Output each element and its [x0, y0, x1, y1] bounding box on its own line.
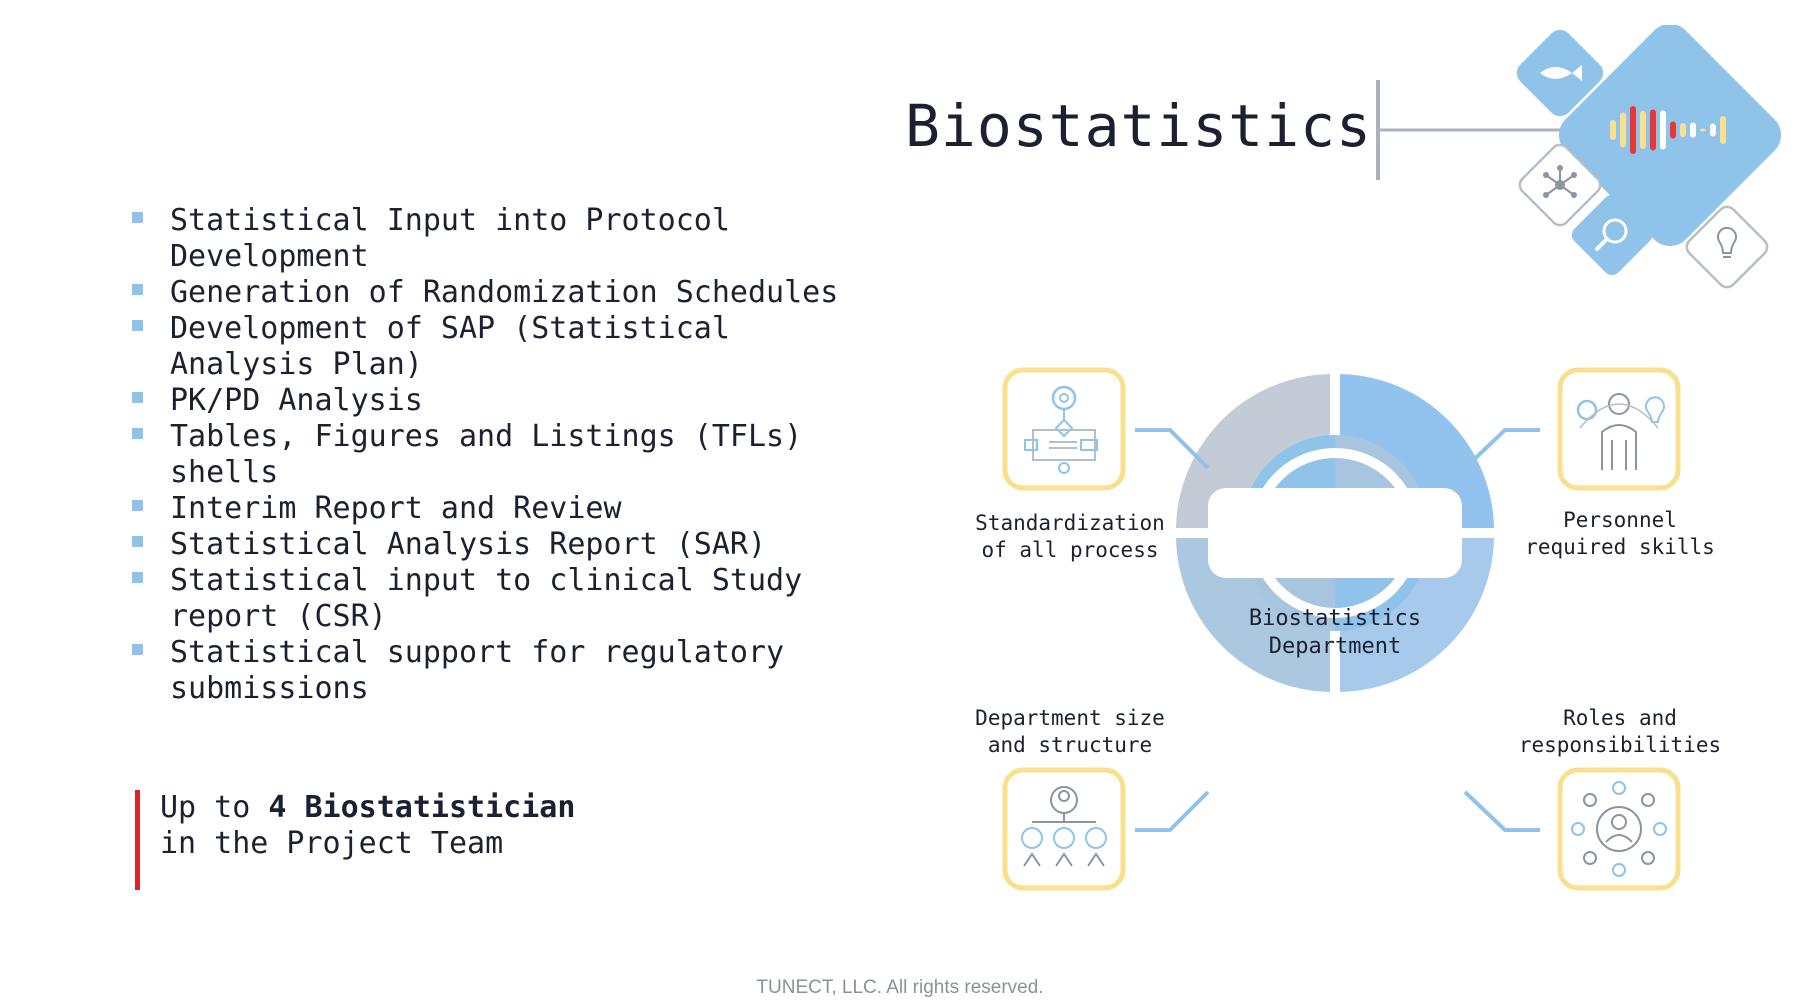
bullet-square-icon	[132, 536, 143, 547]
list-item	[130, 635, 890, 707]
bullet-square-icon	[132, 284, 143, 295]
list-item-text: Statistical Analysis Report (SAR)	[170, 527, 767, 562]
deco-bar	[1700, 129, 1706, 132]
callout-prefix: Up to	[160, 790, 269, 825]
list-item	[130, 491, 890, 527]
center-label-line-2: Department	[1268, 634, 1402, 659]
label-line: Department size	[975, 706, 1165, 730]
person-skills-icon	[1560, 370, 1678, 488]
deco-bar	[1610, 120, 1616, 140]
deco-bar	[1680, 123, 1686, 137]
bullet-square-icon	[132, 428, 143, 439]
deco-bar	[1650, 110, 1656, 151]
label-standardization	[945, 510, 1195, 564]
label-line: Roles and	[1563, 706, 1677, 730]
bullet-square-icon	[132, 644, 143, 655]
list-item-text: Statistical Input into Protocol Development	[170, 203, 730, 274]
bullet-square-icon	[132, 320, 143, 331]
callout-role: Biostatistician	[304, 790, 576, 825]
deco-bar	[1660, 111, 1666, 150]
list-item-text: Generation of Randomization Schedules	[170, 275, 839, 310]
list-item-text: PK/PD Analysis	[170, 383, 423, 418]
list-item-text: Development of SAP (Statistical Analysis Plan)	[170, 311, 730, 382]
label-roles	[1490, 705, 1750, 759]
network-person-icon	[1560, 770, 1678, 888]
label-personnel	[1495, 507, 1745, 561]
callout-line-1	[160, 790, 575, 826]
list-item	[130, 563, 890, 635]
center-label-box	[1208, 488, 1462, 578]
bullet-square-icon	[132, 392, 143, 403]
center-label	[1215, 605, 1455, 661]
bullet-square-icon	[132, 500, 143, 511]
label-department-size	[945, 705, 1195, 759]
deco-bar	[1630, 106, 1636, 154]
callout-line-2: in the Project Team	[160, 826, 504, 861]
deco-bar	[1720, 116, 1726, 144]
list-item	[130, 311, 890, 383]
list-item	[130, 419, 890, 491]
list-item-text: Statistical input to clinical Study report (CSR)	[170, 563, 803, 634]
services-list	[130, 203, 890, 707]
label-line: and structure	[987, 733, 1153, 757]
center-label-line-1: Biostatistics	[1248, 606, 1422, 631]
list-item	[130, 203, 890, 275]
list-item	[130, 383, 890, 419]
label-line: Standardization	[975, 511, 1165, 535]
copyright-footer: TUNECT, LLC. All rights reserved.	[756, 977, 1044, 998]
header-graphic	[1355, 25, 1785, 305]
deco-bar	[1670, 122, 1676, 139]
connector-bottom-right	[1465, 792, 1540, 830]
label-line: required skills	[1525, 535, 1715, 559]
callout-number: 4	[268, 790, 287, 825]
list-item	[130, 275, 890, 311]
process-flow-icon	[1005, 370, 1123, 488]
deco-bar	[1710, 124, 1716, 137]
label-line: of all process	[981, 538, 1159, 562]
bullet-square-icon	[132, 212, 143, 223]
label-line: responsibilities	[1518, 733, 1722, 757]
list-item	[130, 527, 890, 563]
deco-bar	[1620, 113, 1626, 148]
bullet-square-icon	[132, 572, 143, 583]
org-structure-icon	[1005, 770, 1123, 888]
label-line: Personnel	[1563, 508, 1677, 532]
deco-bar	[1690, 123, 1696, 138]
list-item-text: Statistical support for regulatory submissions	[170, 635, 785, 706]
connector-bottom-left	[1135, 792, 1208, 830]
list-item-text: Interim Report and Review	[170, 491, 622, 526]
list-item-text: Tables, Figures and Listings (TFLs) shells	[170, 419, 803, 490]
page-title: Biostatistics	[905, 92, 1372, 160]
team-size-callout	[135, 790, 575, 890]
deco-bar	[1640, 111, 1646, 149]
